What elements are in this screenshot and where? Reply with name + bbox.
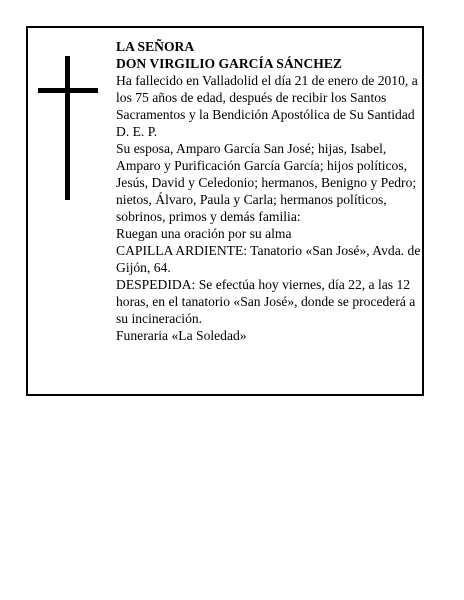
notice-title-line1: LA SEÑORA [116, 39, 195, 54]
obituary-notice [26, 26, 424, 396]
paragraph-despedida: DESPEDIDA: Se efectúa hoy viernes, día 22, a las 12 horas, en el tanatorio «San José», donde se procederá a su incineración. [116, 277, 416, 326]
notice-title-name: DON VIRGILIO GARCÍA SÁNCHEZ [116, 56, 342, 71]
paragraph-funeraria: Funeraria «La Soledad» [116, 328, 247, 343]
cross-horizontal-bar [38, 88, 98, 93]
paragraph-prayer-request: Ruegan una oración por su alma [116, 226, 292, 241]
paragraph-family: Su esposa, Amparo García San José; hijas, Isabel, Amparo y Purificación García García; hijos políticos, Jesús, David y Celedonio; hermanos, Benigno y Pedro; nietos, Álvaro, Paula y Carla; hermanos políticos, sobrinos, primos y demás familia: [116, 141, 417, 224]
notice-text [116, 38, 422, 344]
paragraph-death-announcement: Ha fallecido en Valladolid el día 21 de enero de 2010, a los 75 años de edad, después de recibir los Santos Sacramentos y la Bendición Apostólica de Su Santidad D. E. P. [116, 73, 418, 139]
cross-vertical-bar [65, 56, 70, 200]
paragraph-capilla-ardiente: CAPILLA ARDIENTE: Tanatorio «San José», Avda. de Gijón, 64. [116, 243, 421, 275]
latin-cross-icon [38, 56, 98, 200]
